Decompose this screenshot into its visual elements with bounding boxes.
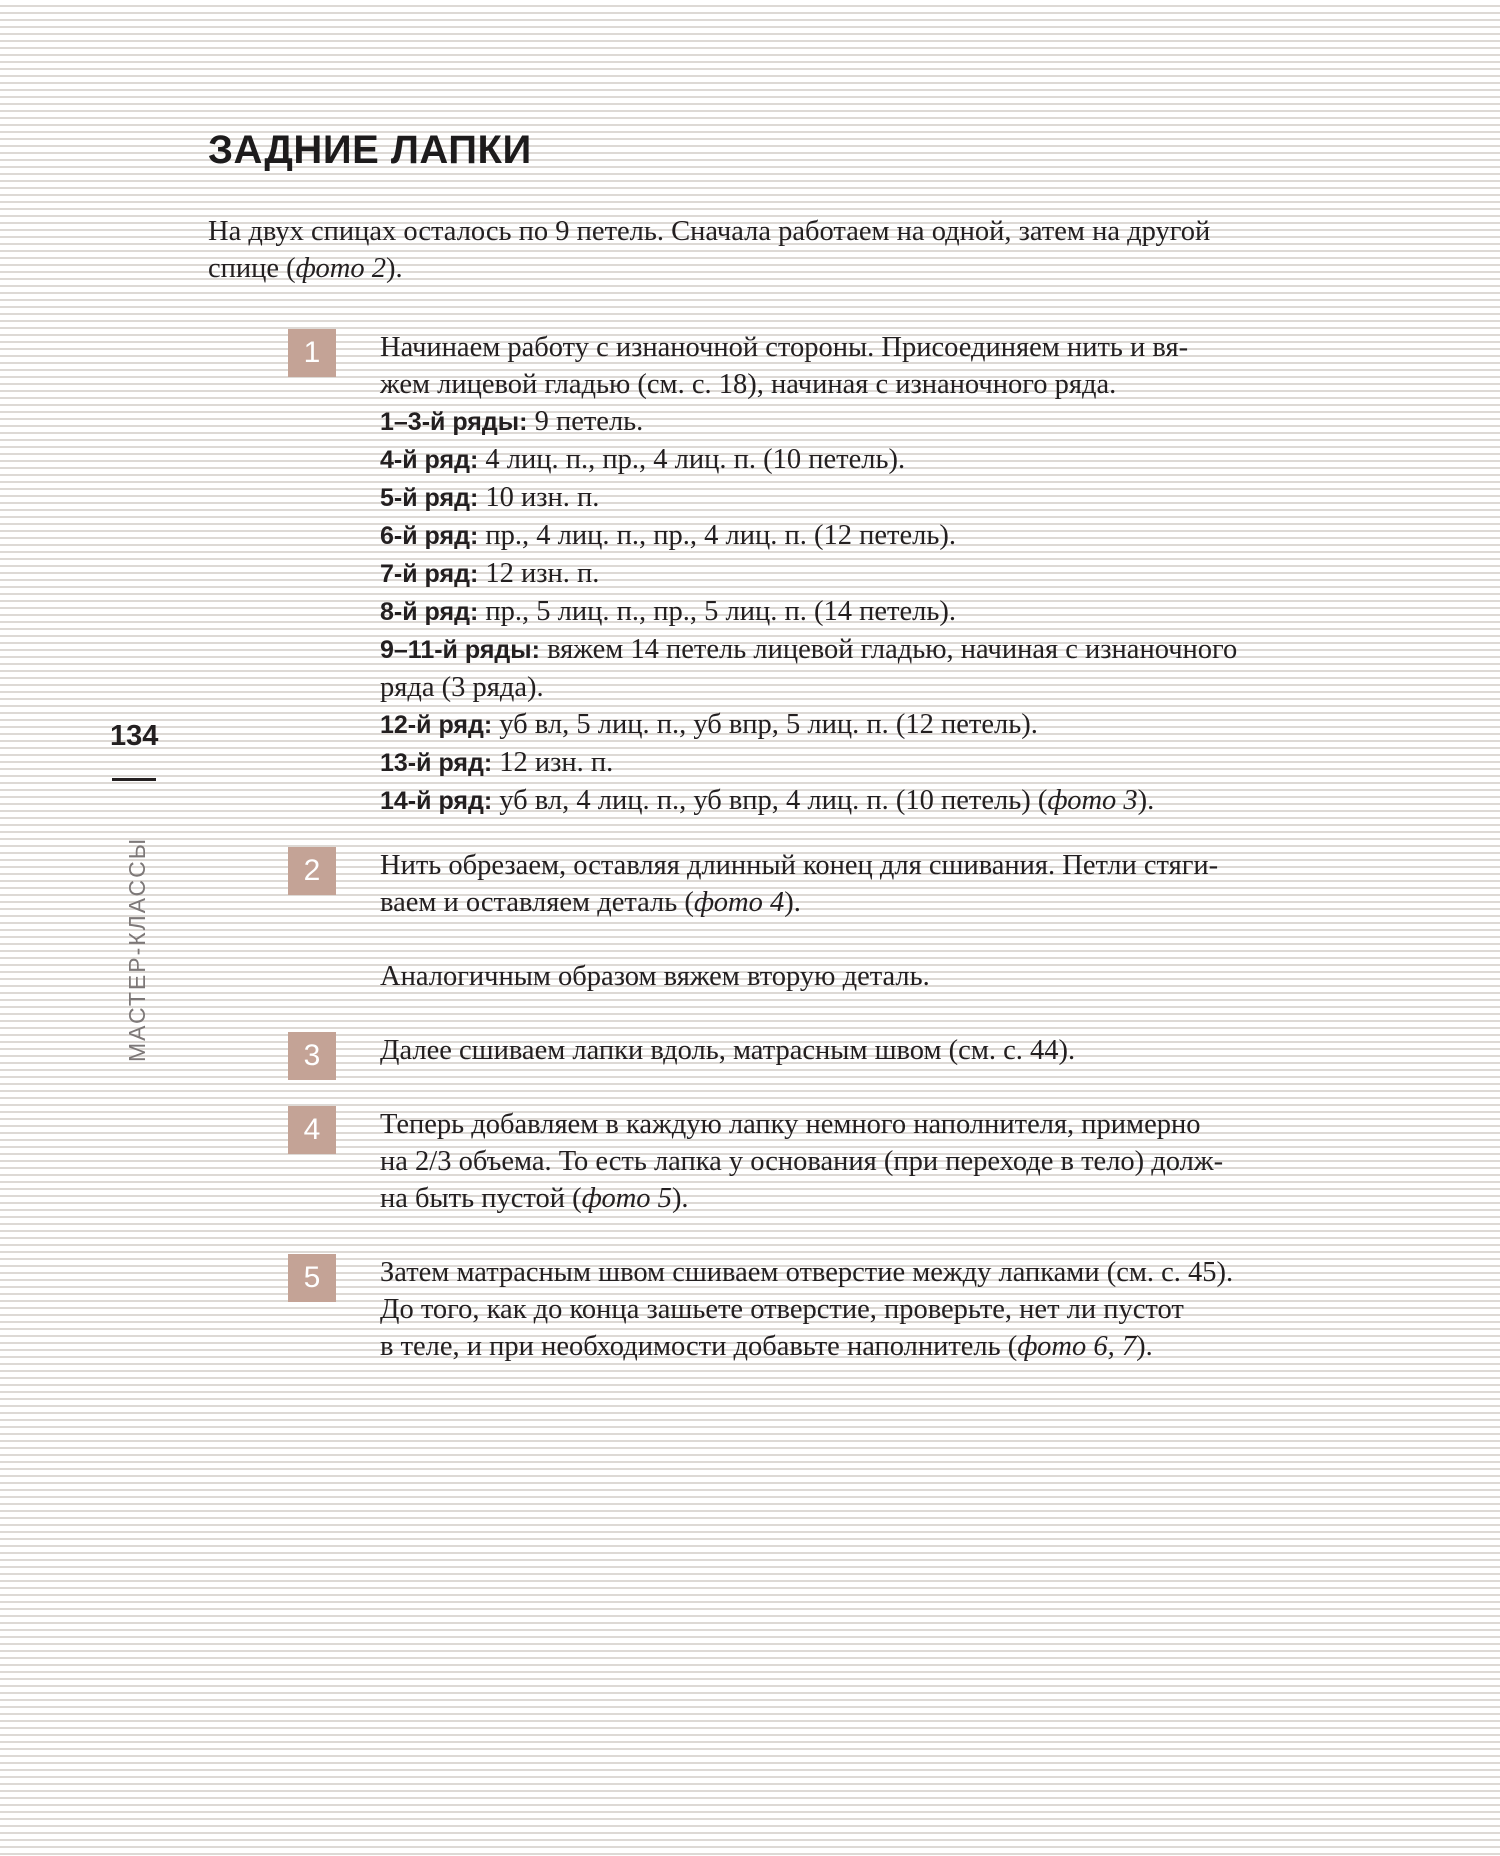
step-text-part: ). — [1136, 1331, 1153, 1362]
row-instruction — [380, 517, 1400, 555]
intro-paragraph — [208, 213, 1408, 287]
row-label: 8-й ряд: — [380, 598, 479, 626]
row-instruction — [380, 555, 1400, 593]
row-label: 9–11-й ряды: — [380, 636, 540, 664]
row-text: пр., 5 лиц. п., пр., 5 лиц. п. (14 петель). — [478, 596, 956, 627]
step-text-part: ваем и оставляем деталь ( — [380, 887, 694, 918]
row-instruction — [380, 479, 1400, 517]
row-text: 9 петель. — [527, 406, 644, 437]
row-text: ). — [1137, 785, 1155, 816]
row-text: уб вл, 5 лиц. п., уб впр, 5 лиц. п. (12 петель). — [492, 709, 1038, 740]
step-number-badge: 4 — [288, 1106, 336, 1154]
step-1 — [380, 329, 1400, 820]
step-text: Аналогичным образом вяжем вторую деталь. — [380, 961, 930, 992]
section-running-label: МАСТЕР-КЛАССЫ — [124, 836, 150, 1062]
row-label: 1–3-й ряды: — [380, 408, 528, 436]
step-text-part: ). — [784, 887, 801, 918]
step-text: Начинаем работу с изнаночной стороны. Присоединяем нить и вя- — [380, 332, 1189, 363]
page-number: 134 — [110, 720, 159, 752]
step-number-badge: 5 — [288, 1254, 336, 1302]
step-text-part: ). — [671, 1183, 689, 1214]
row-instruction — [380, 782, 1400, 820]
step-text: на 2/3 объема. То есть лапка у основания (при переходе в тело) долж- — [380, 1146, 1224, 1177]
step-text — [380, 884, 1400, 921]
intro-text: спице ( — [208, 253, 296, 284]
step-text-part: в теле, и при необходимости добавьте наполнитель ( — [380, 1331, 1018, 1362]
photo-reference: фото 6, 7 — [1017, 1331, 1137, 1362]
row-label: 14-й ряд: — [380, 787, 493, 815]
photo-reference: фото 5 — [581, 1183, 672, 1214]
row-label: 6-й ряд: — [380, 522, 479, 550]
row-text: 4 лиц. п., пр., 4 лиц. п. (10 петель). — [478, 444, 906, 475]
section-title: ЗАДНИЕ ЛАПКИ — [208, 128, 532, 172]
step-text: жем лицевой гладью (см. с. 18), начиная с изнаночного ряда. — [380, 369, 1117, 400]
step-text: Теперь добавляем в каждую лапку немного наполнителя, примерно — [380, 1109, 1201, 1140]
step-text: Далее сшиваем лапки вдоль, матрасным швом (см. с. 44). — [380, 1035, 1076, 1066]
row-label: 12-й ряд: — [380, 711, 493, 739]
step-text — [380, 1328, 1400, 1365]
step-text: Затем матрасным швом сшиваем отверстие между лапками (см. с. 45). — [380, 1257, 1234, 1288]
intro-line — [208, 250, 1408, 287]
photo-reference: фото 3 — [1047, 785, 1138, 816]
row-label: 5-й ряд: — [380, 484, 479, 512]
photo-reference: фото 2 — [295, 253, 386, 284]
row-text: пр., 4 лиц. п., пр., 4 лиц. п. (12 петель). — [478, 520, 956, 551]
step-5 — [380, 1254, 1400, 1365]
step-text: До того, как до конца зашьете отверстие, проверьте, нет ли пустот — [380, 1294, 1184, 1325]
step-3 — [380, 1032, 1400, 1069]
row-instruction — [380, 706, 1400, 744]
photo-reference: фото 4 — [693, 887, 785, 918]
step-number-badge: 1 — [288, 329, 336, 377]
intro-text: ). — [386, 253, 403, 284]
row-label: 7-й ряд: — [380, 560, 479, 588]
step-number-badge: 3 — [288, 1032, 336, 1080]
row-instruction — [380, 744, 1400, 782]
step-text: Нить обрезаем, оставляя длинный конец для сшивания. Петли стяги- — [380, 850, 1219, 881]
row-instruction — [380, 593, 1400, 631]
row-text: уб вл, 4 лиц. п., уб впр, 4 лиц. п. (10 петель) ( — [492, 785, 1048, 816]
row-label: 13-й ряд: — [380, 749, 493, 777]
page-number-rule — [112, 778, 156, 781]
step-text — [380, 1180, 1400, 1217]
row-text-continued: ряда (3 ряда). — [380, 672, 544, 703]
row-label: 4-й ряд: — [380, 446, 479, 474]
step-text-part: на быть пустой ( — [380, 1183, 582, 1214]
row-instruction — [380, 441, 1400, 479]
row-text: 12 изн. п. — [492, 747, 614, 778]
row-text: 10 изн. п. — [478, 482, 600, 513]
row-text: 12 изн. п. — [478, 558, 600, 589]
step-4 — [380, 1106, 1400, 1217]
intro-line: На двух спицах осталось по 9 петель. Сначала работаем на одной, затем на другой — [208, 216, 1211, 247]
row-instruction — [380, 631, 1400, 669]
step-2 — [380, 847, 1400, 995]
row-instruction — [380, 403, 1400, 441]
step-number-badge: 2 — [288, 847, 336, 895]
row-text: вяжем 14 петель лицевой гладью, начиная с изнаночного — [539, 634, 1238, 665]
